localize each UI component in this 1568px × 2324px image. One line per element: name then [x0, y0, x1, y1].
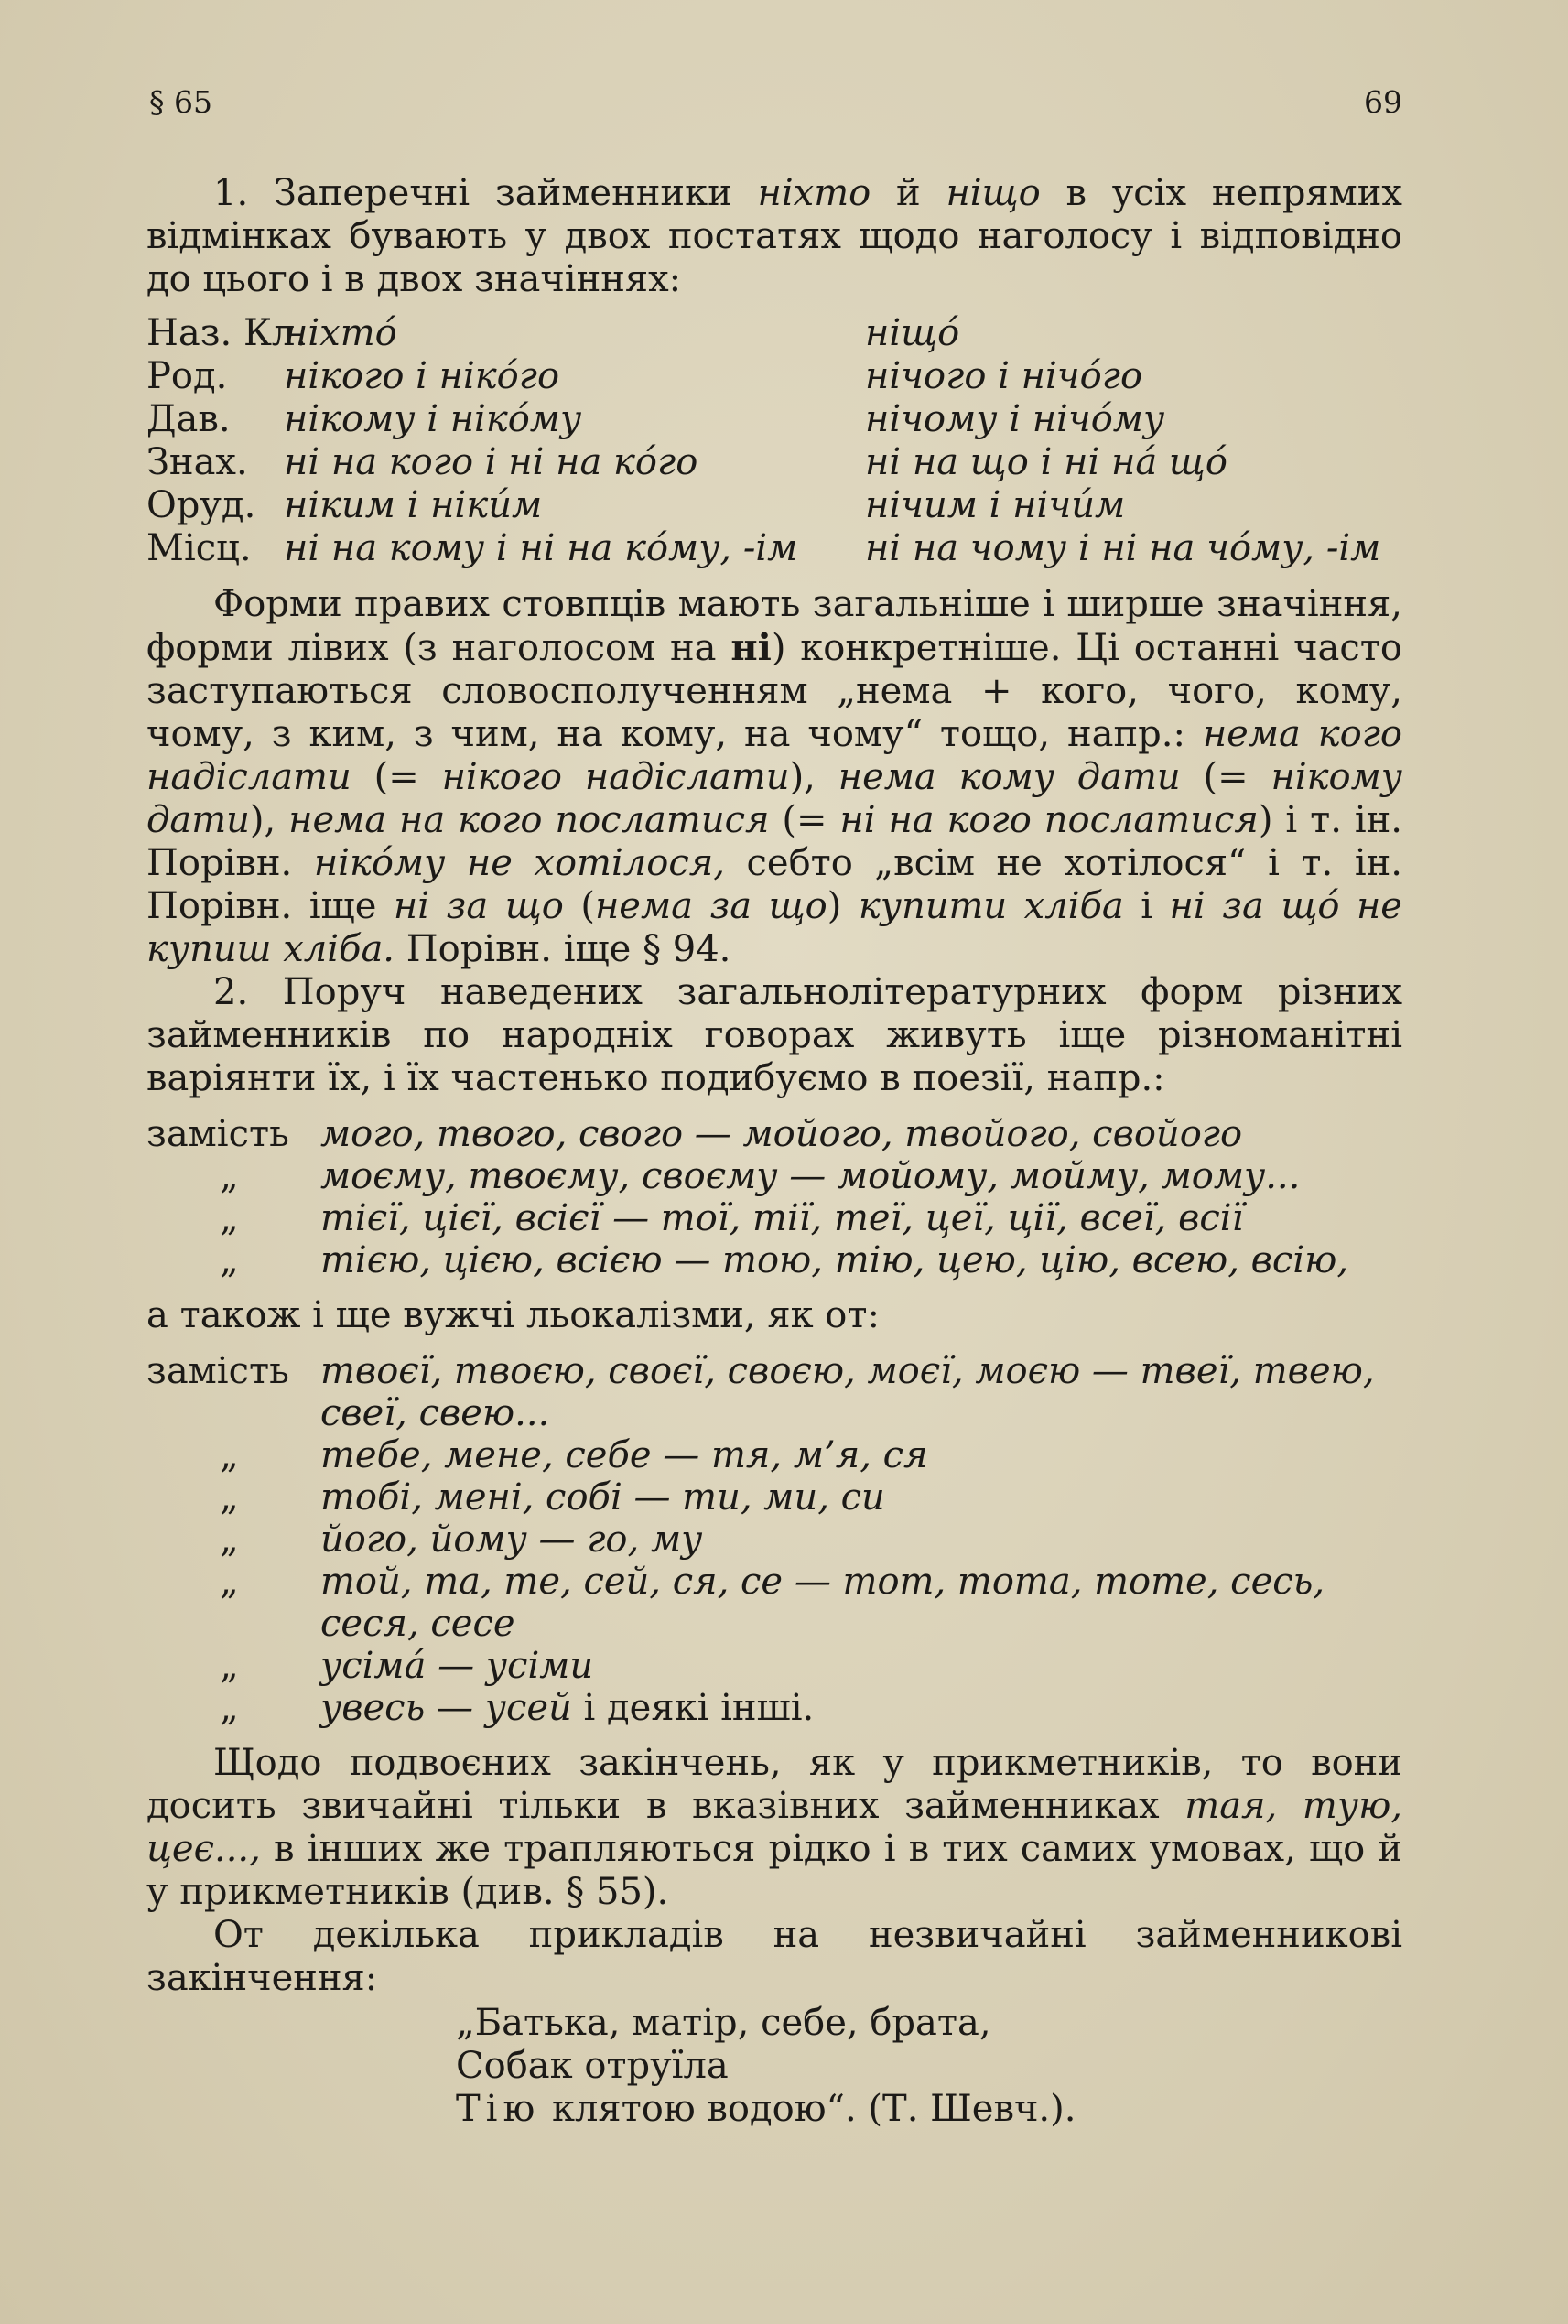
list-item: „ тієї, цієї, всієї — тої, тії, теї, цеї, ції, всеї, всії — [220, 1197, 1244, 1239]
page-body — [146, 172, 1402, 2131]
declension-row: Місц. ні на кому і ні на ко́му, -ім ні на чому і ні на чо́му, -ім — [146, 527, 1381, 569]
list-item: „ тією, цією, всією — тою, тію, цею, цію, всею, всію, — [220, 1239, 1349, 1281]
list-item: „ увесь — усей і деякі інші. — [220, 1687, 815, 1729]
poem-quote — [146, 2002, 1402, 2131]
declension-row: Дав. нікому і ніко́му нічому і нічо́му — [146, 398, 1165, 440]
page-number: 69 — [1364, 84, 1402, 120]
list-item: „ тобі, мені, собі — ти, ми, си — [220, 1476, 885, 1519]
paragraph-6: От декілька прикладів на незвичайні займенникові закінчення: — [146, 1914, 1402, 1999]
declension-row: Оруд. ніким і ніки́м нічим і нічи́м — [146, 484, 1126, 526]
paragraph-5: Щодо подвоєних закінчень, як у прикметників, то вони досить звичайні тільки в вказівних займенниках тая, тую, цеє..., в інших же трапляються рідко і в тих самих умовах, що й у прикметників (див. § 55). — [146, 1742, 1402, 1913]
section-number: § 65 — [149, 84, 212, 120]
list-item: „ його, йому — го, му — [220, 1519, 703, 1561]
variant-list-2 — [146, 1350, 1402, 1729]
poem-line: „Батька, матір, себе, брата, — [456, 2002, 991, 2044]
list-item: „ моєму, твоєму, своєму — мойому, мойму, мому... — [220, 1155, 1301, 1197]
declension-row: Род. нікого і ніко́го нічого і нічо́го — [146, 355, 1143, 397]
declension-table — [146, 312, 1402, 570]
paragraph-2: Форми правих стовпців мають загальніше і ширше значіння, форми лівих (з наголосом на ні) конкретніше. Ці останні часто заступаються словосполученням „нема + кого, чого, кому, чому, з ким, з чим, на кому, на чому“ тощо, напр.: нема кого надіслати (= нікого надіслати), нема кому дати (= нікому дати), нема на кого послатися (= ні на кого послатися) і т. ін. Порівн. ніко́му не хотілося, себто „всім не хотілося“ і т. ін. Порівн. іще ні за що (нема за що) купити хліба і ні за що́ не купиш хліба. Порівн. іще § 94. — [146, 583, 1403, 970]
list-item: „ тебе, мене, себе — тя, м’я, ся — [220, 1434, 928, 1476]
paragraph-1: 1. Заперечні займенники ніхто й ніщо в усіх непрямих відмінках бувають у двох постатях щодо наголосу і відповідно до цього і в двох значіннях: — [146, 172, 1402, 300]
paragraph-3: 2. Поруч наведених загальнолітературних форм різних займенників по народніх говорах живуть іще різноманітні варіянти їх, і їх частенько подибуємо в поезії, напр.: — [146, 971, 1402, 1099]
list-item: „ усіма́ — усіми — [220, 1645, 594, 1687]
list-item: „ той, та, те, сей, ся, се — тот, тота, тоте, сесь, сеся, сесе — [220, 1561, 1325, 1645]
declension-row: Знах. ні на кого і ні на ко́го ні на що і ні на́ що́ — [146, 441, 1227, 483]
poem-line: Собак отруїла — [456, 2045, 729, 2087]
list-item: замість мого, твого, свого — мойого, твойого, свойого — [146, 1113, 1243, 1155]
declension-row: Наз. Кл. ніхто́ ніщо́ — [146, 312, 960, 354]
poem-line: Тію клятою водою“. (Т. Шевч.). — [456, 2088, 1076, 2130]
variant-list-1 — [146, 1113, 1402, 1281]
list-item: замість твоєї, твоєю, своєї, своєю, моєї, моєю — твеї, твею, свеї, свею... — [146, 1350, 1375, 1434]
paragraph-4: а також і ще вужчі льокалізми, як от: — [146, 1294, 880, 1336]
